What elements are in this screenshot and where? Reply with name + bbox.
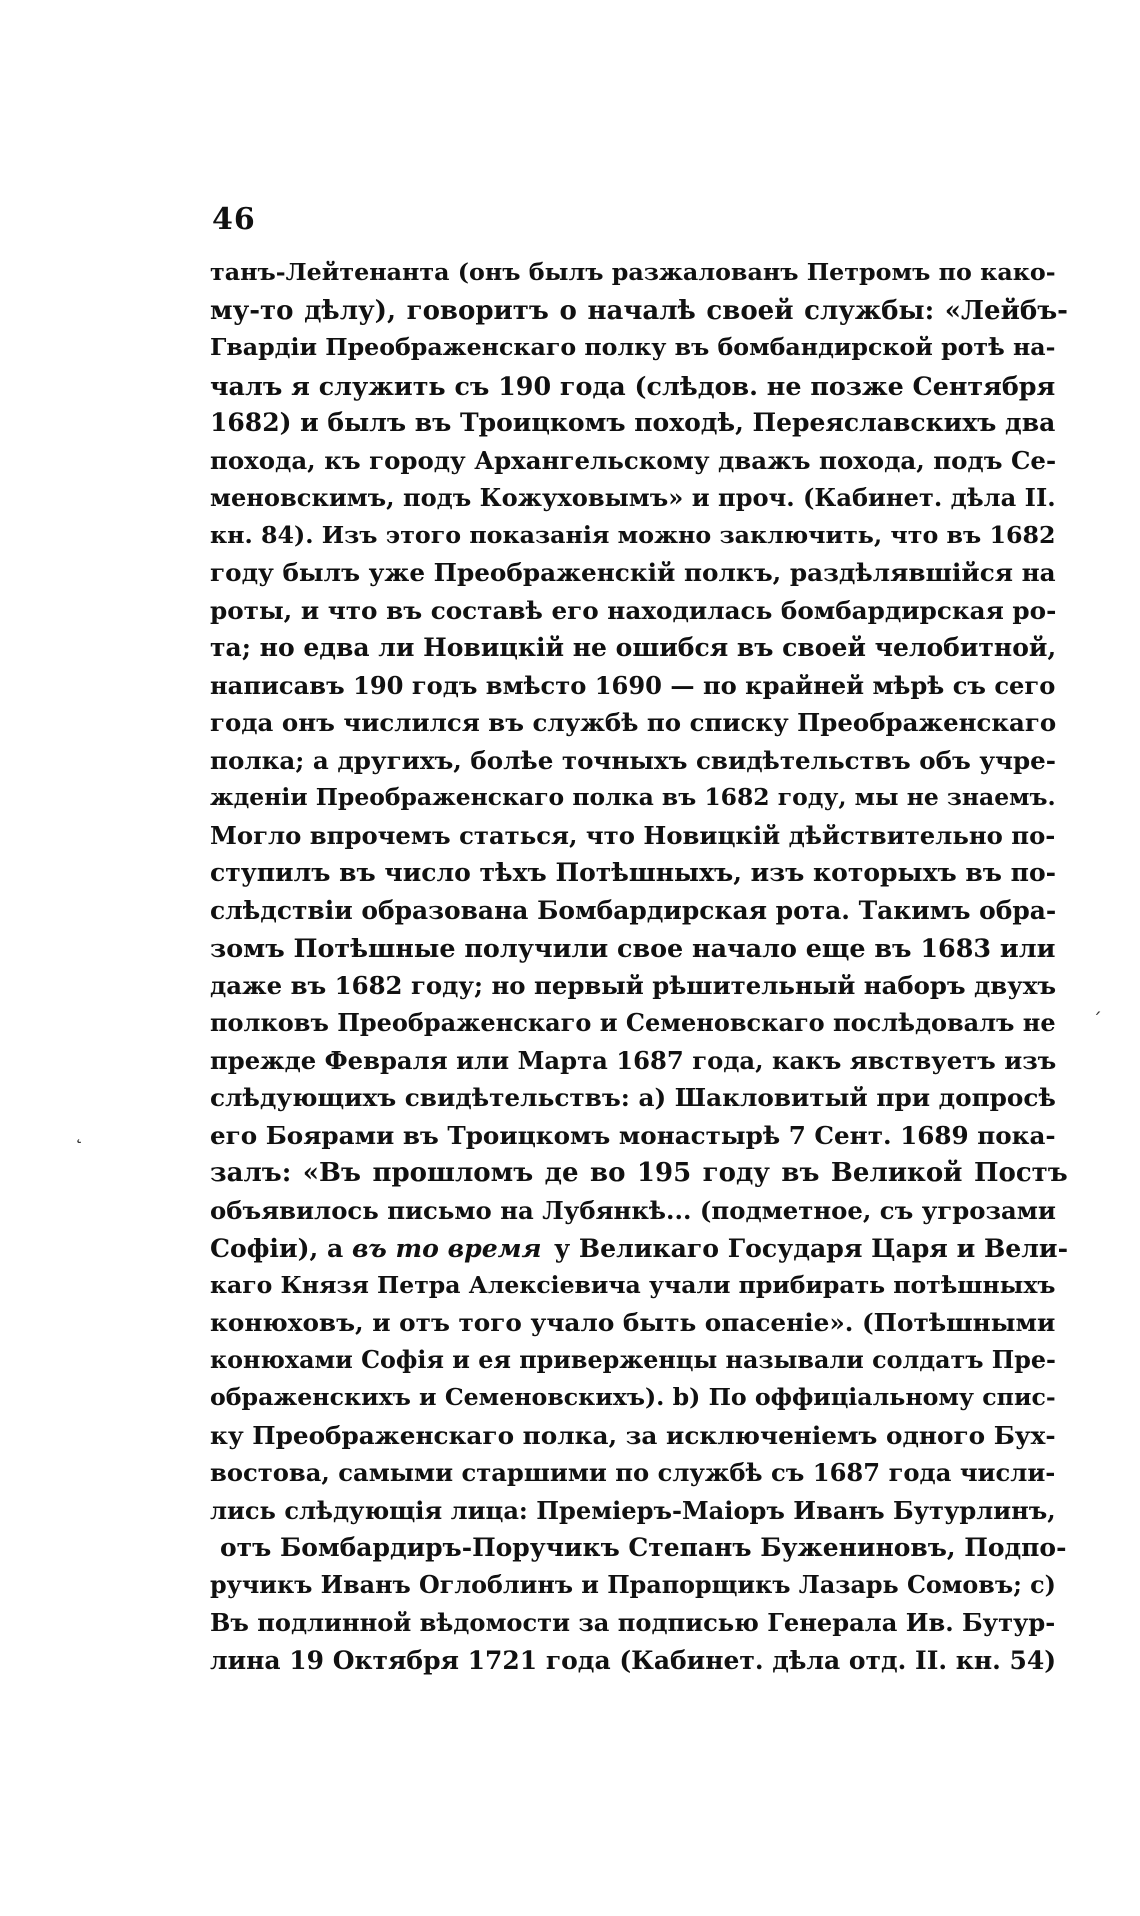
- text-line: [210, 1383, 1068, 1421]
- text-line: [210, 1458, 1068, 1496]
- text-line-content: му-то дѣлу), говоритъ о началѣ своей службы: «Лейбъ-: [210, 295, 1068, 326]
- text-line: [210, 1121, 1068, 1159]
- text-line: [210, 296, 1068, 334]
- text-line-content: ступилъ въ число тѣхъ Потѣшныхъ, изъ которыхъ въ по-: [210, 858, 1057, 887]
- text-line-content: танъ-Лейтенанта (онъ былъ разжалованъ Петромъ по како-: [210, 258, 1056, 286]
- text-line-content: 1682) и былъ въ Троицкомъ походѣ, Переяславскихъ два: [210, 408, 1056, 437]
- text-line: [210, 596, 1068, 634]
- text-line-content: меновскимъ, подъ Кожуховымъ» и проч. (Кабинет. дѣла II.: [210, 483, 1056, 512]
- text-line-content-start: Софіи), а: [210, 1233, 353, 1263]
- text-line: [210, 483, 1068, 521]
- text-line: [210, 1346, 1068, 1384]
- body-text: [210, 258, 1068, 1683]
- text-line: [210, 1008, 1068, 1046]
- text-line-content: та; но едва ли Новицкій не ошибся въ своей челобитной,: [210, 633, 1057, 662]
- text-line-content: Могло впрочемъ статься, что Новицкій дѣйствительно по-: [210, 820, 1056, 850]
- text-line-content: Въ подлинной вѣдомости за подписью Генерала Ив. Бутур-: [210, 1608, 1056, 1637]
- text-line-content: отъ Бомбардиръ-Поручикъ Степанъ Бужениновъ, Подпо-: [220, 1533, 1067, 1562]
- text-line-content: его Боярами въ Троицкомъ монастырѣ 7 Сент. 1689 пока-: [210, 1120, 1056, 1150]
- text-line-content: кн. 84). Изъ этого показанія можно заключить, что въ 1682: [210, 520, 1056, 549]
- text-line-content: года онъ числился въ службѣ по списку Преображенскаго: [210, 708, 1057, 737]
- text-line: [210, 1421, 1068, 1459]
- text-line-content: чалъ я служить съ 190 года (слѣдов. не позже Сентября: [210, 370, 1056, 401]
- text-line: [210, 821, 1068, 859]
- text-line-content: конюхами Софія и ея приверженцы называли солдатъ Пре-: [210, 1345, 1056, 1374]
- text-line: [210, 408, 1068, 446]
- text-line-content-end: у Великаго Государя Царя и Вели-: [554, 1233, 1068, 1263]
- text-line-content: ку Преображенскаго полка, за исключеніемъ одного Бух-: [210, 1420, 1056, 1450]
- text-line-content: залъ: «Въ прошломъ де во 195 году въ Великой Постъ: [210, 1158, 1068, 1188]
- text-line: [210, 708, 1068, 746]
- text-line: [210, 258, 1068, 296]
- text-line: [210, 1608, 1068, 1646]
- text-line: [210, 1646, 1068, 1684]
- text-line: [210, 633, 1068, 671]
- text-line-content: Гвардіи Преображенскаго полку въ бомбандирской ротѣ на-: [210, 333, 1056, 361]
- text-line: [210, 1196, 1068, 1234]
- text-line: [210, 858, 1068, 896]
- text-line-content: объявилось письмо на Лубянкѣ... (подметное, съ угрозами: [210, 1195, 1056, 1225]
- text-line: [210, 521, 1068, 559]
- text-line-with-italic: [210, 1233, 1068, 1271]
- text-line-content: слѣдующихъ свидѣтельствъ: а) Шакловитый при допросѣ: [210, 1083, 1056, 1112]
- page-number: 46: [212, 202, 256, 237]
- text-line-content: даже въ 1682 году; но первый рѣшительный наборъ двухъ: [210, 970, 1057, 1000]
- text-line-content: [210, 1233, 542, 1263]
- text-line-content: прежде Февраля или Марта 1687 года, какъ явствуетъ изъ: [210, 1045, 1057, 1075]
- text-line: [210, 558, 1068, 596]
- text-line-content: каго Князя Петра Алексіевича учали прибирать потѣшныхъ: [210, 1270, 1056, 1299]
- scan-speck-mark: ˊ: [1092, 1008, 1102, 1032]
- text-line: [210, 746, 1068, 784]
- text-line-content: слѣдствіи образована Бомбардирская рота. Такимъ обра-: [210, 895, 1057, 925]
- text-line: [210, 783, 1068, 821]
- text-line: [210, 371, 1068, 409]
- text-line-content: лина 19 Октября 1721 года (Кабинет. дѣла отд. II. кн. 54): [210, 1645, 1057, 1675]
- text-line: [210, 933, 1068, 971]
- text-line-content: востова, самыми старшими по службѣ съ 1687 года числи-: [210, 1458, 1056, 1487]
- text-line-content: ручикъ Иванъ Оглоблинъ и Прапорщикъ Лазарь Сомовъ; c): [210, 1570, 1056, 1599]
- text-line: [210, 671, 1068, 709]
- text-line: [210, 333, 1068, 371]
- text-line-content: ображенскихъ и Семеновскихъ). b) По оффиціальному спис-: [210, 1383, 1056, 1411]
- text-line: [210, 1083, 1068, 1121]
- text-line-content: лись слѣдующія лица: Преміеръ-Маіоръ Иванъ Бутурлинъ,: [210, 1495, 1056, 1525]
- text-line: [210, 1046, 1068, 1084]
- text-line-content: году былъ уже Преображенскій полкъ, раздѣлявшійся на: [210, 558, 1056, 587]
- text-line: [210, 1158, 1068, 1196]
- text-line-content: полка; а другихъ, болѣе точныхъ свидѣтельствъ объ учре-: [210, 745, 1056, 775]
- text-line: [210, 971, 1068, 1009]
- text-line: [210, 1271, 1068, 1309]
- text-line: [210, 896, 1068, 934]
- scan-speck-mark: ˛: [74, 1120, 84, 1144]
- text-line-content: жденіи Преображенскаго полка въ 1682 году, мы не знаемъ.: [210, 783, 1056, 811]
- text-line-content: полковъ Преображенскаго и Семеновскаго послѣдовалъ не: [210, 1008, 1056, 1037]
- text-line: [210, 1533, 1068, 1571]
- text-line-content: похода, къ городу Архангельскому дважъ похода, подъ Се-: [210, 445, 1057, 475]
- text-line: [210, 1308, 1068, 1346]
- italic-phrase: въ то время: [352, 1233, 542, 1263]
- text-line: [210, 446, 1068, 484]
- text-line: [210, 1496, 1068, 1534]
- text-line-content: зомъ Потѣшные получили свое начало еще въ 1683 или: [210, 933, 1056, 963]
- text-line-content: роты, и что въ составѣ его находилась бомбардирская ро-: [210, 595, 1057, 625]
- text-line-content: конюховъ, и отъ того учало быть опасеніе». (Потѣшными: [210, 1308, 1056, 1337]
- text-line: [210, 1571, 1068, 1609]
- text-line-content: написавъ 190 годъ вмѣсто 1690 — по крайней мѣрѣ съ сего: [210, 670, 1056, 700]
